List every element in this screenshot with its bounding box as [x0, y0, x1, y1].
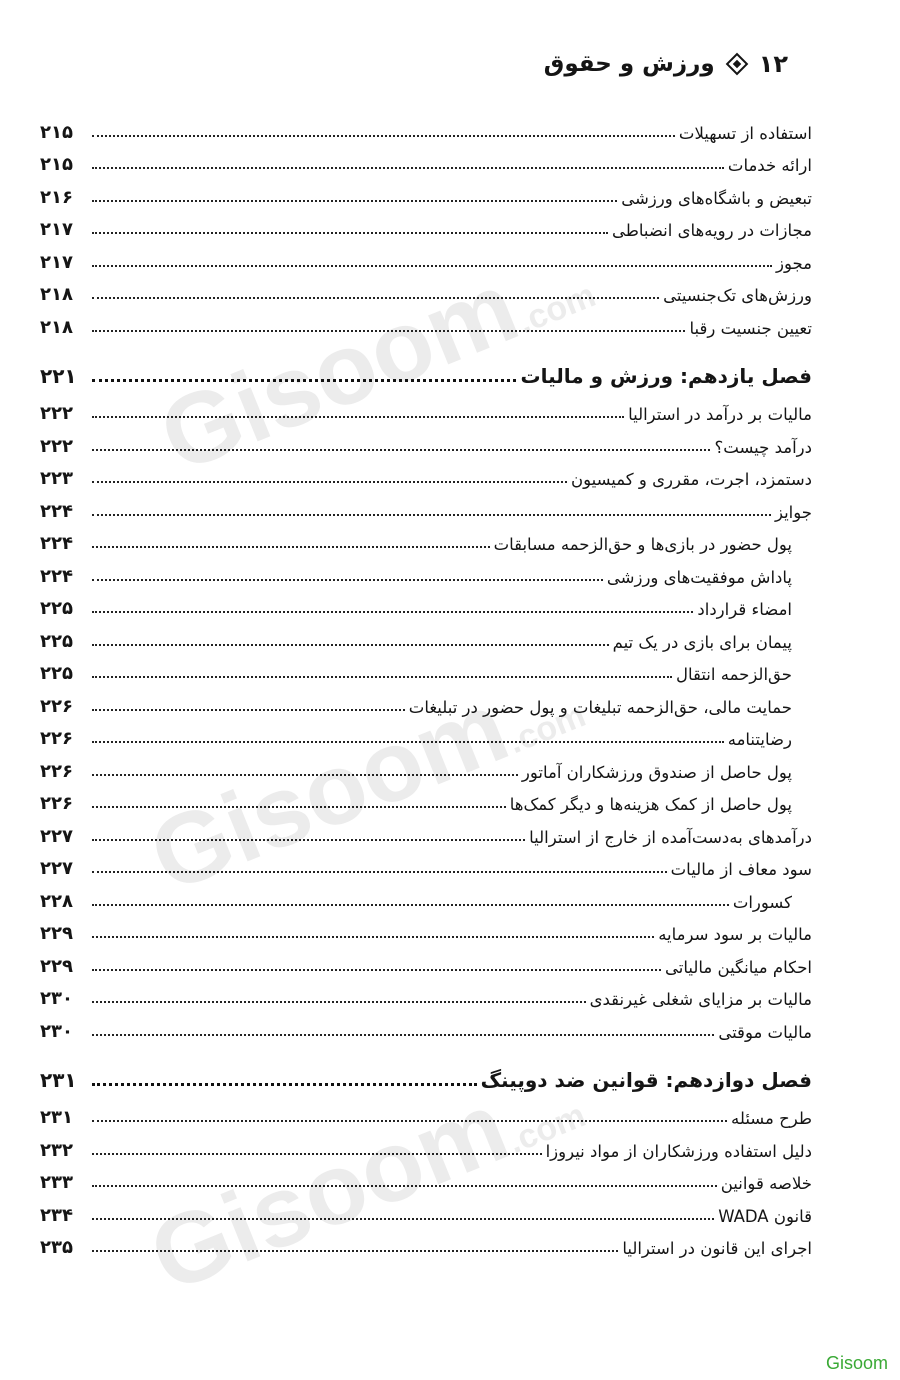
dot-leader [92, 167, 724, 169]
toc-entry [40, 916, 812, 949]
toc-page-number: ۲۲۴ [40, 533, 73, 554]
watermark-brand: Gisoom [135, 1070, 523, 1314]
dot-leader [92, 644, 609, 646]
dot-leader [92, 871, 667, 873]
toc-entry-title: قانون WADA [718, 1206, 812, 1226]
dot-leader [92, 514, 771, 516]
toc-page-number: ۲۲۲ [40, 435, 73, 457]
toc-page-number: ۲۱۷ [40, 251, 73, 273]
dot-leader [92, 1083, 477, 1086]
dot-leader [92, 1120, 727, 1122]
diamond-ornament-icon [725, 53, 748, 76]
toc-page-number: ۲۳۰ [40, 1020, 73, 1042]
toc-entry [40, 1165, 812, 1198]
toc-entry-title: مالیات بر مزایای شغلی غیرنقدی [589, 990, 812, 1009]
toc-entry-title: مجوز [776, 253, 812, 273]
toc-entry [40, 721, 812, 754]
toc-entry-title: جوایز [774, 502, 812, 522]
watermark-domain: .com [502, 696, 591, 762]
page-header [544, 50, 788, 78]
toc-page-number: ۲۳۰ [40, 988, 73, 1009]
toc-entry-title: طرح مسئله [731, 1109, 812, 1128]
dot-leader [92, 297, 659, 299]
dot-leader [92, 1001, 586, 1003]
chapter-title: فصل دوازدهم: قوانین ضد دوپینگ [480, 1067, 812, 1092]
chapter-heading-entry [40, 1046, 812, 1100]
toc-entry-title: پیمان برای بازی در یک تیم [612, 632, 792, 652]
toc-entry [40, 428, 812, 461]
toc-entry-title: ورزش‌های تک‌جنسیتی [663, 286, 812, 305]
toc-entry-title: احکام میانگین مالیاتی [665, 957, 812, 977]
toc-entry-title: مالیات موقتی [718, 1022, 812, 1042]
dot-leader [92, 741, 724, 743]
toc-entry-title: کسورات [732, 892, 792, 912]
toc-page-number: ۲۳۱ [40, 1067, 77, 1092]
toc-entry [40, 1197, 812, 1230]
toc-page-number: ۲۲۴ [40, 565, 73, 587]
toc-entry-title: درآمد چیست؟ [714, 437, 812, 457]
toc-entry [40, 396, 812, 429]
toc-entry-title: پول حضور در بازی‌ها و حق‌الزحمه مسابقات [493, 535, 792, 554]
toc-entry [40, 309, 812, 342]
toc-entry-title: دستمزد، اجرت، مقرری و کمیسیون [570, 470, 812, 489]
toc-entry [40, 688, 812, 721]
toc-entry [40, 656, 812, 689]
toc-entry-title: پول حاصل از کمک هزینه‌ها و دیگر کمک‌ها [509, 795, 792, 814]
toc-entry [40, 818, 812, 851]
toc-entry-title: اجرای این قانون در استرالیا [622, 1239, 812, 1258]
toc-entry [40, 244, 812, 277]
dot-leader [92, 579, 603, 581]
toc-page-number: ۲۲۹ [40, 923, 73, 944]
toc-page-number: ۲۲۶ [40, 728, 73, 749]
dot-leader [92, 449, 710, 451]
dot-leader [92, 265, 772, 267]
watermark-domain: .com [512, 276, 601, 342]
toc-page-number: ۲۳۵ [40, 1237, 73, 1258]
toc-page-number: ۲۲۵ [40, 598, 73, 619]
toc-entry [40, 623, 812, 656]
dot-leader [92, 611, 693, 613]
toc-page-number: ۲۲۶ [40, 695, 73, 717]
toc-entry-title: تعیین جنسیت رقبا [689, 318, 812, 338]
page-number: ۱۲ [758, 50, 788, 78]
dot-leader [92, 1153, 542, 1155]
dot-leader [92, 546, 490, 548]
watermark-brand: Gisoom [135, 670, 523, 914]
toc-page-number: ۲۲۵ [40, 630, 73, 652]
toc-page-number: ۲۲۹ [40, 955, 73, 977]
dot-leader [92, 839, 525, 841]
toc-entry [40, 114, 812, 147]
dot-leader [92, 1185, 717, 1187]
toc-entry [40, 526, 812, 559]
toc-entry-title: مجازات در رویه‌های انضباطی [611, 221, 812, 240]
toc-entry [40, 753, 812, 786]
dot-leader [92, 416, 624, 418]
toc-entry [40, 1013, 812, 1046]
dot-leader [92, 379, 516, 382]
dot-leader [92, 481, 567, 483]
watermark-domain: .com [502, 1096, 591, 1162]
dot-leader [92, 200, 617, 202]
toc-entry [40, 591, 812, 624]
toc-page-number: ۲۱۵ [40, 154, 73, 175]
toc-page-number: ۲۳۳ [40, 1172, 73, 1193]
toc-entry-title: پول حاصل از صندوق ورزشکاران آماتور [521, 762, 792, 782]
toc-page-number: ۲۱۸ [40, 284, 73, 305]
toc-entry-title: خلاصه قوانین [720, 1174, 812, 1193]
chapter-title: فصل یازدهم: ورزش و مالیات [520, 363, 812, 388]
dot-leader [92, 774, 518, 776]
toc-entry [40, 179, 812, 212]
dot-leader [92, 135, 675, 137]
toc-page-number: ۲۱۵ [40, 121, 73, 143]
chapter-heading-entry [40, 342, 812, 396]
table-of-contents [40, 114, 812, 1262]
toc-entry-title: ارائه خدمات [727, 156, 812, 175]
dot-leader [92, 969, 661, 971]
toc-page-number: ۲۲۲ [40, 403, 73, 424]
toc-page-number: ۲۲۷ [40, 858, 73, 879]
dot-leader [92, 936, 654, 938]
toc-entry-title: حمایت مالی، حق‌الزحمه تبلیغات و پول حضور در تبلیغات [408, 697, 792, 717]
dot-leader [92, 1218, 714, 1220]
toc-entry [40, 786, 812, 819]
toc-entry [40, 558, 812, 591]
toc-page-number: ۲۱۷ [40, 219, 73, 240]
toc-page-number: ۲۲۴ [40, 500, 73, 522]
dot-leader [92, 904, 729, 906]
dot-leader [92, 232, 608, 234]
toc-entry-title: مالیات بر درآمد در استرالیا [628, 405, 812, 424]
book-title: ورزش و حقوق [543, 51, 715, 77]
toc-entry [40, 461, 812, 494]
toc-page-number: ۲۲۱ [40, 363, 77, 388]
dot-leader [92, 1250, 618, 1252]
toc-entry-title: رضایتنامه [727, 730, 792, 749]
toc-entry [40, 277, 812, 310]
toc-entry-title: دلیل استفاده ورزشکاران از مواد نیروزا [545, 1141, 812, 1161]
toc-entry [40, 1230, 812, 1263]
dot-leader [92, 709, 405, 711]
toc-entry [40, 212, 812, 245]
toc-entry [40, 851, 812, 884]
toc-entry-title: استفاده از تسهیلات [678, 123, 812, 143]
toc-entry-title: مالیات بر سود سرمایه [658, 925, 812, 944]
toc-page-number: ۲۳۴ [40, 1204, 73, 1226]
toc-page-number: ۲۱۶ [40, 186, 73, 208]
watermark-brand: Gisoom [145, 250, 533, 494]
toc-page-number: ۲۲۵ [40, 663, 73, 684]
toc-page-number: ۲۳۲ [40, 1139, 73, 1161]
toc-entry-title: پاداش موفقیت‌های ورزشی [606, 567, 792, 587]
toc-entry [40, 1100, 812, 1133]
toc-entry-title: سود معاف از مالیات [670, 860, 812, 879]
toc-page-number: ۲۲۷ [40, 825, 73, 847]
toc-entry-title: امضاء قرارداد [697, 600, 792, 619]
toc-entry [40, 948, 812, 981]
toc-entry [40, 493, 812, 526]
dot-leader [92, 330, 685, 332]
toc-page-number: ۲۳۱ [40, 1107, 73, 1128]
toc-page-number: ۲۲۳ [40, 468, 73, 489]
toc-entry [40, 883, 812, 916]
toc-entry-title: تبعیض و باشگاه‌های ورزشی [621, 188, 812, 208]
toc-page-number: ۲۲۸ [40, 890, 73, 912]
toc-page-number: ۲۲۶ [40, 760, 73, 782]
dot-leader [92, 1034, 714, 1036]
gisoom-logo: Gisoom [825, 1353, 888, 1373]
toc-entry-title: درآمدهای به‌دست‌آمده از خارج از استرالیا [529, 827, 812, 847]
toc-entry-title: حق‌الزحمه انتقال [675, 665, 792, 684]
toc-entry [40, 147, 812, 180]
toc-entry [40, 981, 812, 1014]
dot-leader [92, 806, 506, 808]
dot-leader [92, 676, 672, 678]
toc-entry [40, 1132, 812, 1165]
toc-page-number: ۲۱۸ [40, 316, 73, 338]
toc-page-number: ۲۲۶ [40, 793, 73, 814]
